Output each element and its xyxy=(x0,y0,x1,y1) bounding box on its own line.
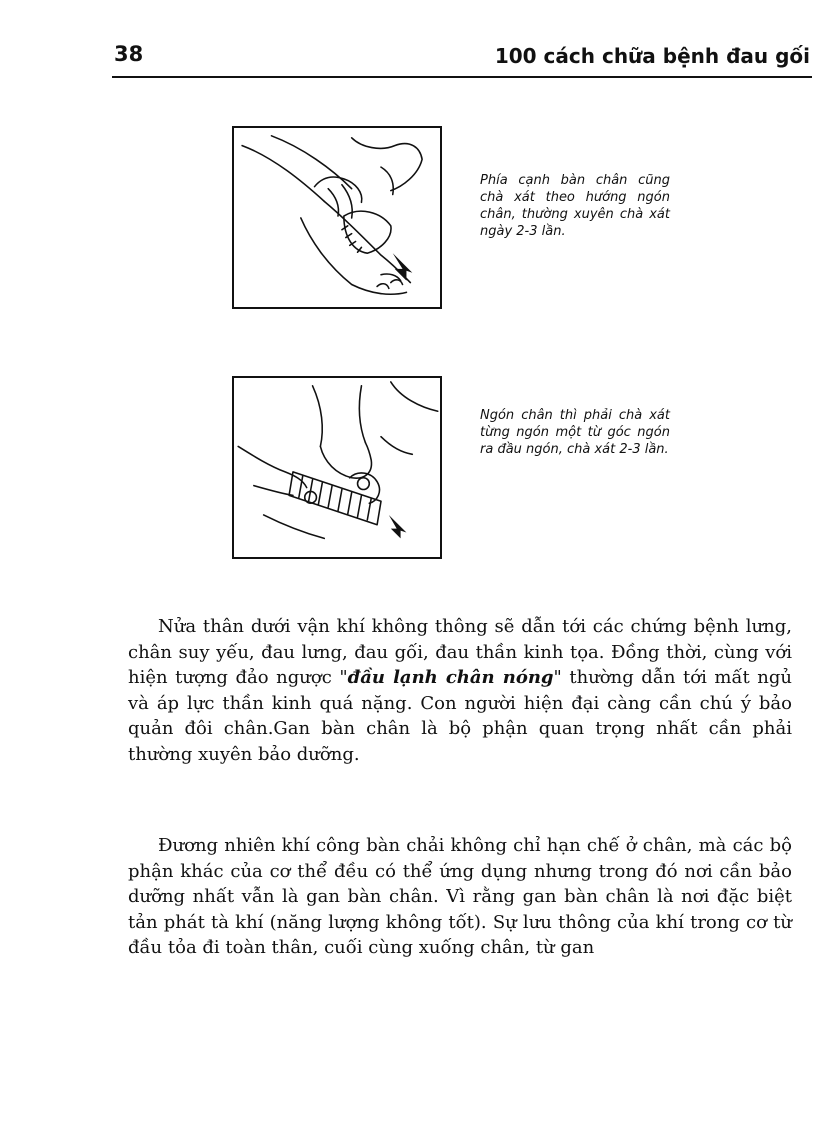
body-paragraph-1 xyxy=(128,614,792,781)
p1-emphasis: đầu lạnh chân nóng xyxy=(347,667,554,688)
p2-text: Đương nhiên khí công bàn chải không chỉ hạn chế ở chân, mà các bộ phận khác của cơ thể đều có thể ứng dụng nhưng trong đó nơi cần bảo dưỡng nhất vẫn là gan bàn chân. Vì rằng gan bàn chân là nơi đặc biệt tản phát tà khí (năng lượng không tốt). Sự lưu thông của khí trong cơ từ đầu tỏa đi toàn thân, cuối cùng xuống chân, từ gan xyxy=(128,835,792,958)
page-header xyxy=(112,36,812,78)
body-paragraph-2 xyxy=(128,833,792,975)
foot-side-brushing-illustration xyxy=(232,126,442,309)
figure-1-caption: Phía cạnh bàn chân cũng chà xát theo hướng ngón chân, thường xuyên chà xát ngày 2-3 lần. xyxy=(480,173,670,239)
foot-side-drawing xyxy=(234,128,440,307)
toe-brushing-drawing xyxy=(234,378,440,557)
p1-text-end: " thường dẫn tới mất ngủ và áp lực thần kinh quá nặng. Con người hiện đại càng cần chú ý bảo quản đôi chân.Gan bàn chân là bộ phận quan trọng nhất cần phải thường xuyên bảo dưỡng. xyxy=(128,667,793,765)
figure-2-caption: Ngón chân thì phải chà xát từng ngón một từ góc ngón ra đầu ngón, chà xát 2-3 lần. xyxy=(480,408,670,457)
book-title: 100 cách chữa bệnh đau gối xyxy=(494,44,810,68)
page-number: 38 xyxy=(114,42,144,66)
p1-text-start: Nửa thân dưới vận khí không thông sẽ dẫn tới các chứng bệnh lưng, chân suy yếu, đau lưng, đau gối, đau thần kinh tọa. Đồng thời, cùng với hiện tượng đảo ngược " xyxy=(128,616,792,688)
toe-brushing-illustration xyxy=(232,376,442,559)
